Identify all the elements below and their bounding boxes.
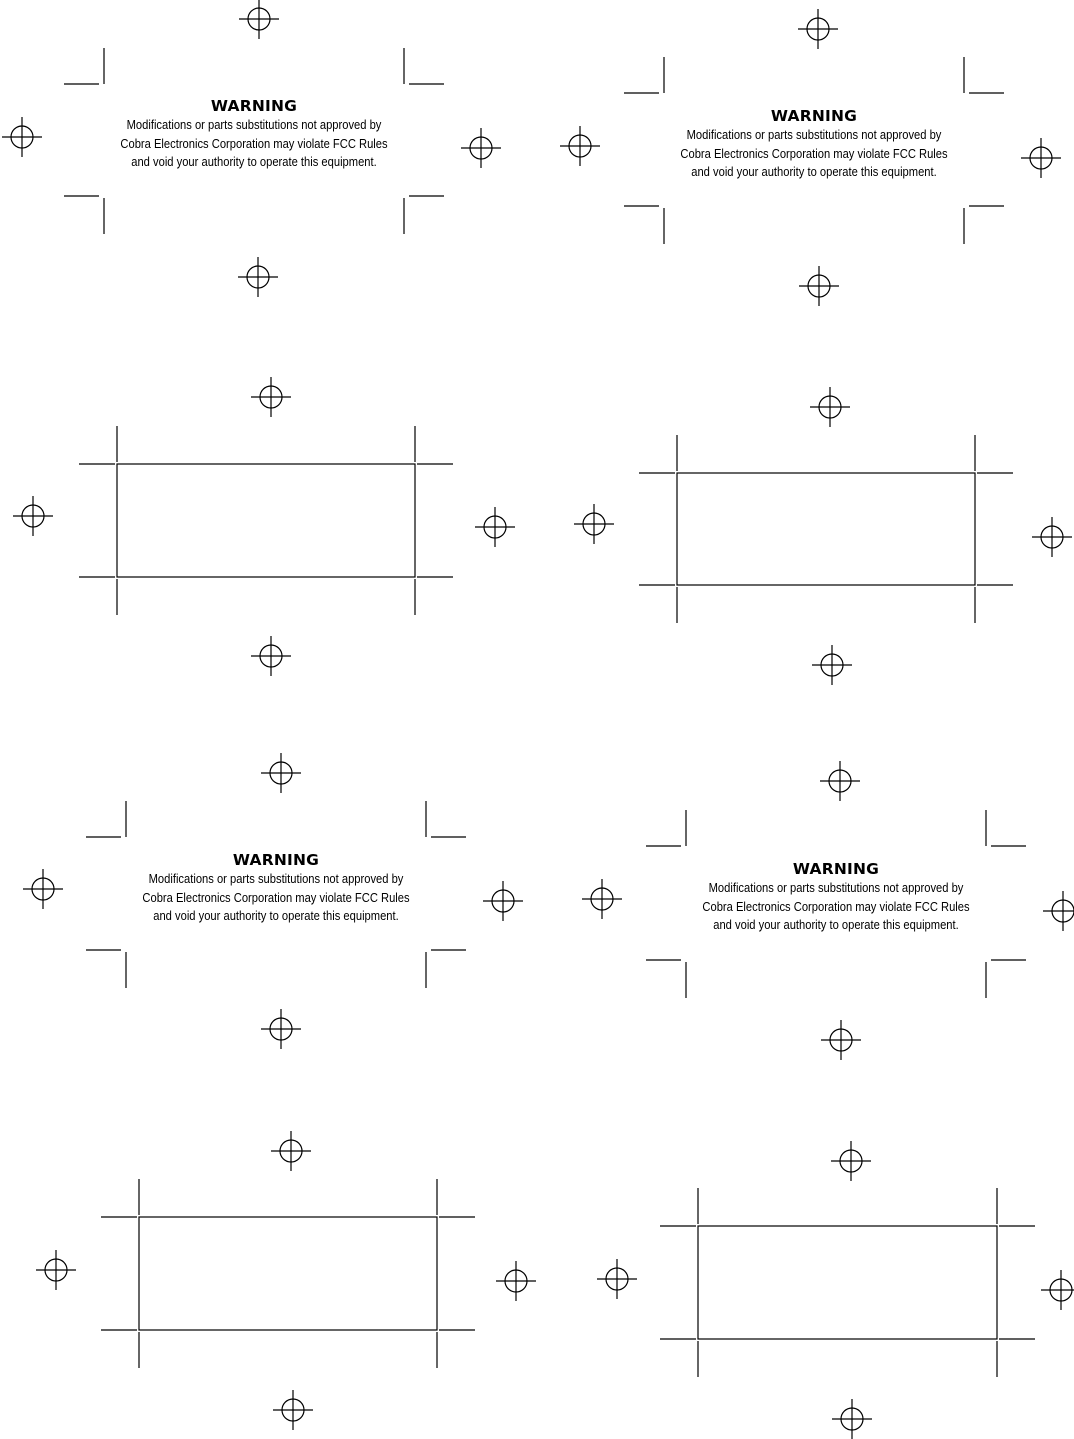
warning-text-line: Cobra Electronics Corporation may violate FCC Rules bbox=[120, 135, 388, 151]
warning-text-line: Cobra Electronics Corporation may violate FCC Rules bbox=[680, 145, 948, 161]
registration-crosshair-icon bbox=[475, 507, 515, 547]
registration-crosshair-icon bbox=[574, 504, 614, 544]
registration-crosshair-icon bbox=[1021, 138, 1061, 178]
warning-text-line: Modifications or parts substitutions not approved by bbox=[148, 871, 404, 886]
crop-mark-icon bbox=[86, 801, 466, 988]
warning-title: WARNING bbox=[770, 107, 858, 125]
registration-crosshair-icon bbox=[799, 266, 839, 306]
registration-crosshair-icon bbox=[23, 869, 63, 909]
warning-text-line: Modifications or parts substitutions not approved by bbox=[708, 880, 964, 895]
registration-crosshair-icon bbox=[582, 879, 622, 919]
registration-crosshair-icon bbox=[597, 1259, 637, 1299]
registration-crosshair-icon bbox=[238, 257, 278, 297]
crop-mark-icon bbox=[624, 57, 1004, 244]
registration-crosshair-icon bbox=[261, 753, 301, 793]
registration-crosshair-icon bbox=[831, 1141, 871, 1181]
registration-crosshair-icon bbox=[560, 126, 600, 166]
registration-crosshair-icon bbox=[251, 377, 291, 417]
registration-crosshair-icon bbox=[483, 881, 523, 921]
blank-label-4 bbox=[698, 1226, 997, 1339]
warning-text-line: and void your authority to operate this equipment. bbox=[713, 917, 959, 932]
crop-mark-icon bbox=[639, 435, 1013, 623]
warning-text-line: and void your authority to operate this equipment. bbox=[691, 164, 937, 179]
registration-crosshair-icon bbox=[13, 496, 53, 536]
registration-crosshair-icon bbox=[461, 128, 501, 168]
blank-label-3 bbox=[139, 1217, 437, 1330]
registration-crosshair-icon bbox=[832, 1399, 872, 1439]
warning-text-line: Cobra Electronics Corporation may violate FCC Rules bbox=[702, 898, 970, 914]
warning-title: WARNING bbox=[792, 860, 880, 878]
warning-text-line: and void your authority to operate this equipment. bbox=[131, 154, 377, 169]
warning-text-line: Modifications or parts substitutions not approved by bbox=[126, 117, 382, 132]
registration-crosshair-icon bbox=[496, 1261, 536, 1301]
registration-crosshair-icon bbox=[36, 1250, 76, 1290]
crop-mark-icon bbox=[79, 426, 453, 615]
registration-crosshair-icon bbox=[273, 1390, 313, 1430]
registration-crosshair-icon bbox=[820, 761, 860, 801]
crop-mark-icon bbox=[64, 48, 444, 234]
warning-title: WARNING bbox=[232, 851, 320, 869]
registration-crosshair-icon bbox=[271, 1131, 311, 1171]
warning-text-line: and void your authority to operate this equipment. bbox=[153, 908, 399, 923]
registration-crosshair-icon bbox=[1041, 1270, 1074, 1310]
warning-title: WARNING bbox=[210, 97, 298, 115]
blank-label-1 bbox=[117, 464, 415, 577]
registration-crosshair-icon bbox=[810, 387, 850, 427]
registration-crosshair-icon bbox=[1043, 891, 1074, 931]
crop-mark-icon bbox=[646, 810, 1026, 998]
registration-crosshair-icon bbox=[812, 645, 852, 685]
registration-crosshair-icon bbox=[1032, 517, 1072, 557]
crop-mark-icon bbox=[660, 1188, 1035, 1377]
warning-text-line: Cobra Electronics Corporation may violate FCC Rules bbox=[142, 889, 410, 905]
registration-crosshair-icon bbox=[798, 9, 838, 49]
registration-crosshair-icon bbox=[239, 0, 279, 39]
registration-crosshair-icon bbox=[821, 1020, 861, 1060]
warning-text-line: Modifications or parts substitutions not approved by bbox=[686, 127, 942, 142]
crop-mark-icon bbox=[101, 1179, 475, 1368]
blank-label-2 bbox=[677, 473, 975, 585]
registration-crosshair-icon bbox=[261, 1009, 301, 1049]
registration-crosshair-icon bbox=[251, 636, 291, 676]
registration-crosshair-icon bbox=[2, 117, 42, 157]
